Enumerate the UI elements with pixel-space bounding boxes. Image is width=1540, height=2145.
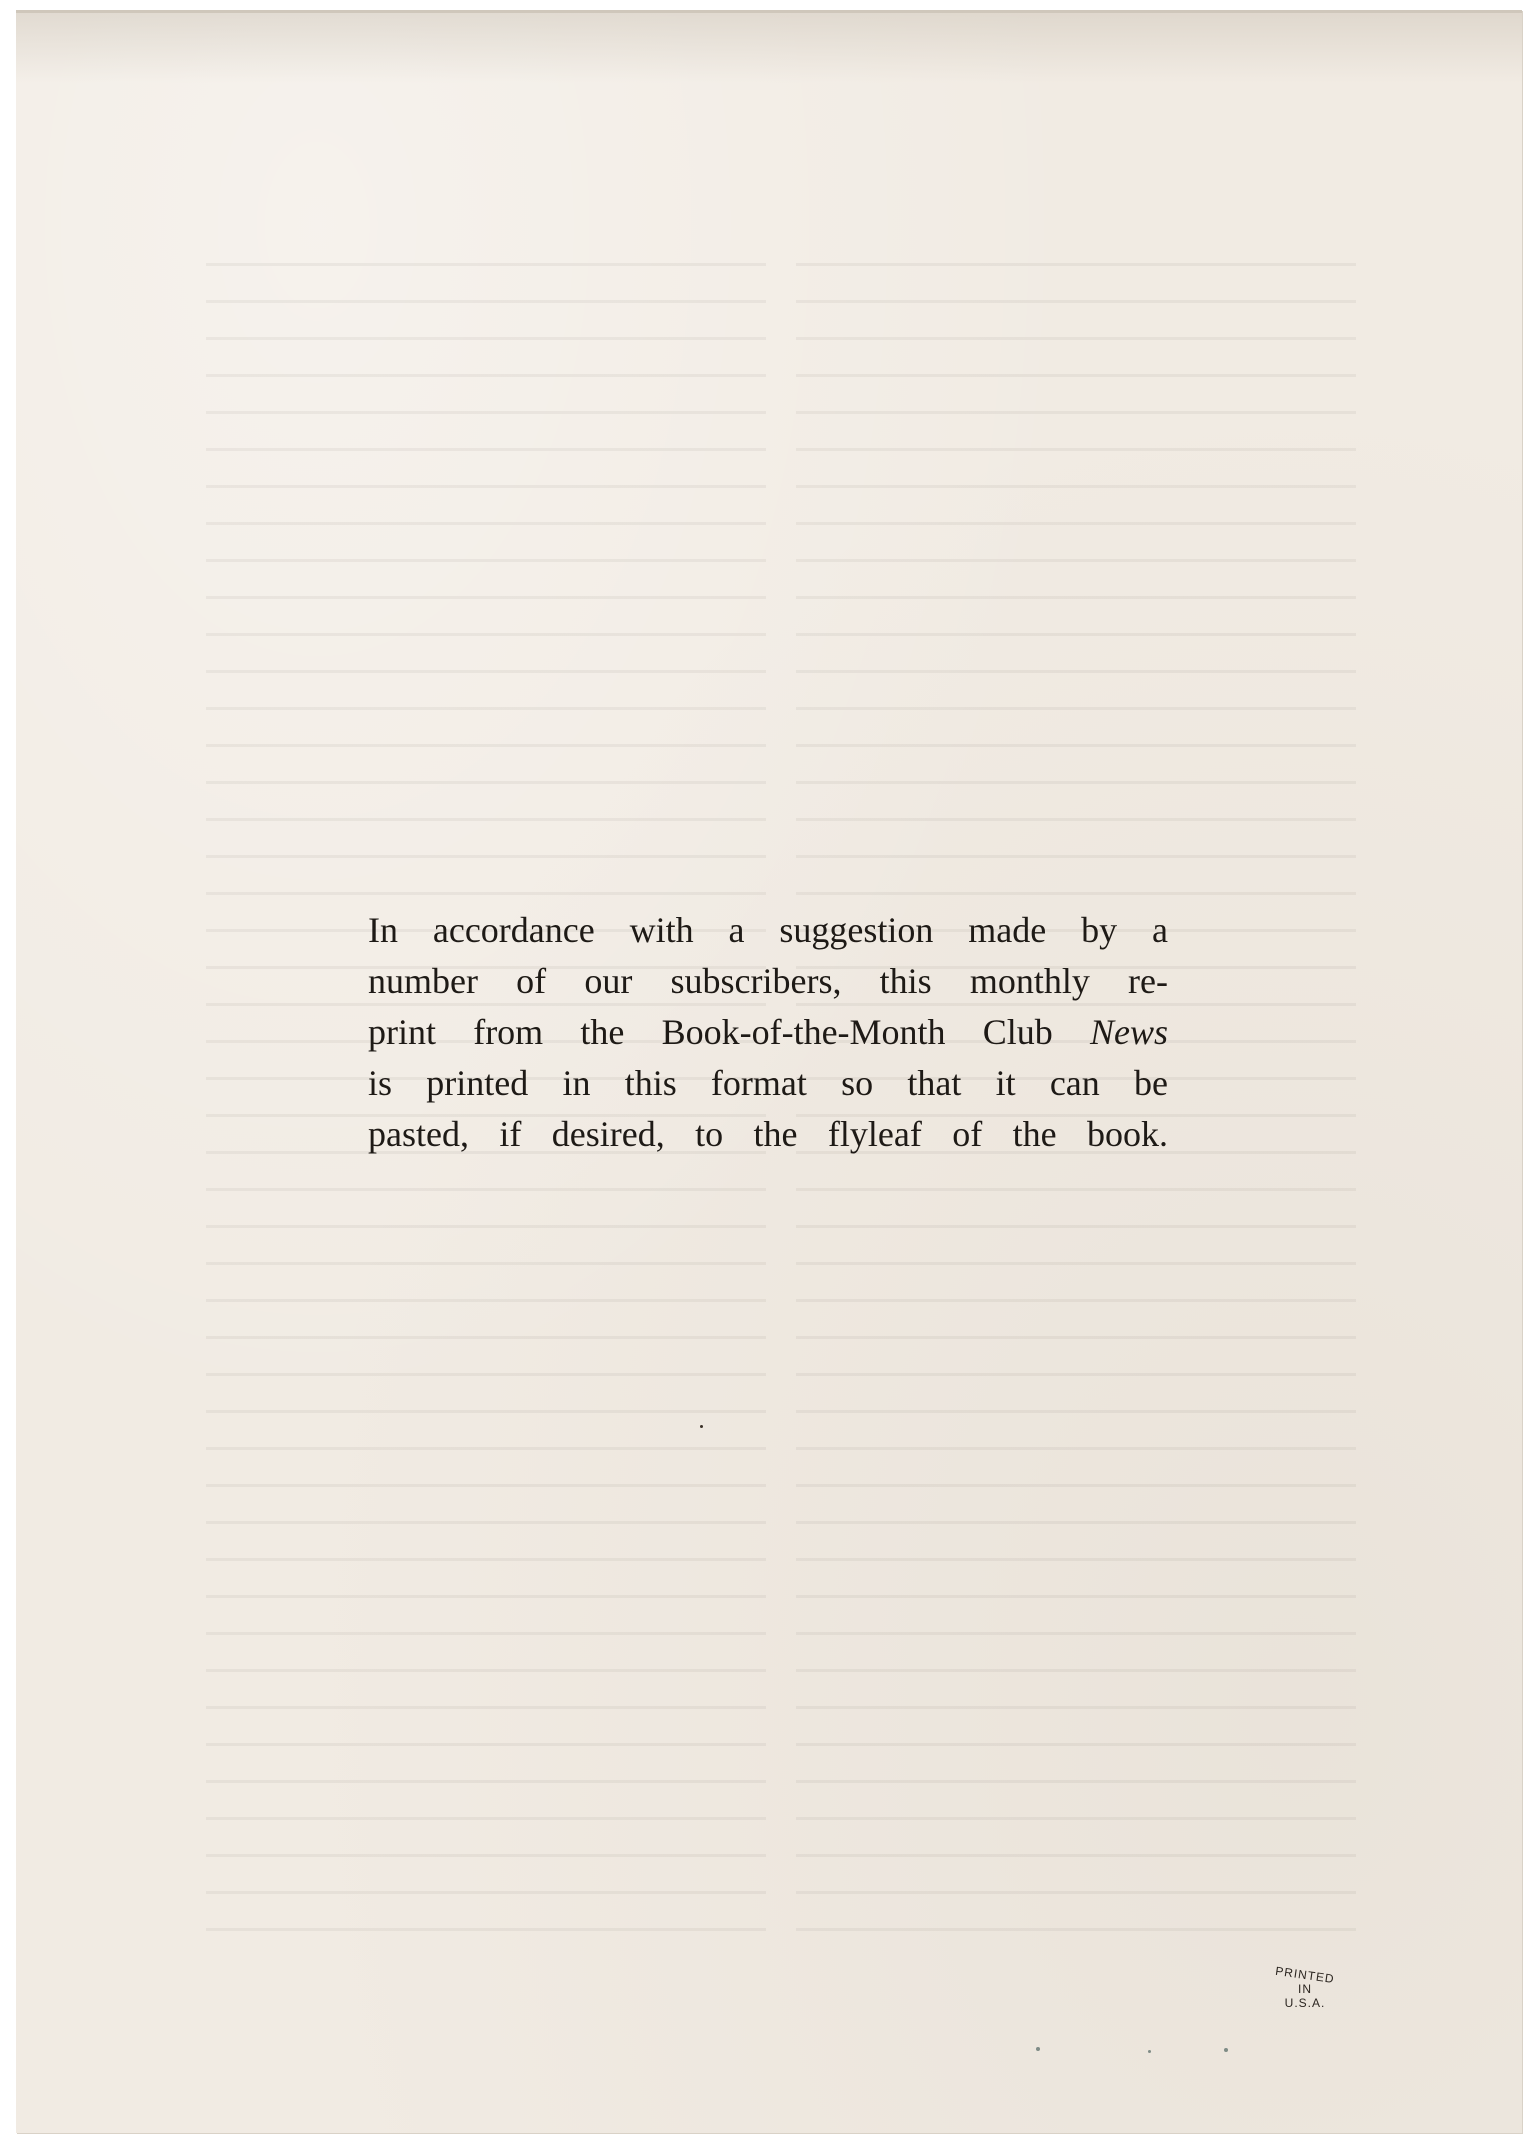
paper-speck xyxy=(1224,2048,1228,2052)
notice-line-text: print from the Book-of-the-Month Club xyxy=(368,1012,1090,1052)
notice-line: pasted, if desired, to the flyleaf of the book. xyxy=(368,1114,1168,1154)
imprint-line: IN xyxy=(1298,1982,1312,1996)
notice-line xyxy=(368,1007,1168,1058)
imprint-line: U.S.A. xyxy=(1284,1996,1326,2010)
news-italic: News xyxy=(1089,1012,1168,1052)
printed-in-usa-mark xyxy=(1260,1963,1350,2010)
paper-wear xyxy=(16,13,1522,83)
reprint-notice xyxy=(368,905,1168,1160)
imprint-line: PRINTED xyxy=(1274,1963,1336,1987)
notice-line: is printed in this format so that it can be xyxy=(368,1063,1168,1103)
paper-speck xyxy=(1036,2047,1040,2051)
notice-line: In accordance with a suggestion made by a xyxy=(368,910,1168,950)
paper-speck xyxy=(1148,2050,1151,2053)
notice-line: number of our subscribers, this monthly re- xyxy=(368,961,1168,1001)
paper-speck xyxy=(700,1425,703,1428)
